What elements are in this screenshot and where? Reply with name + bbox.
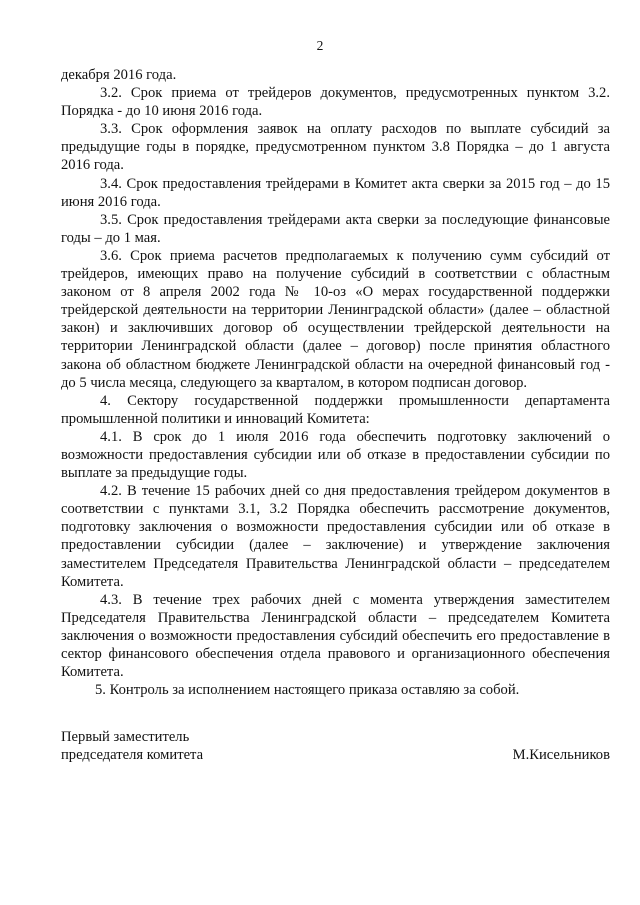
paragraph-5: 5. Контроль за исполнением настоящего приказа оставляю за собой. [95,682,520,699]
paragraph-4-1: 4.1. В срок до 1 июля 2016 года обеспечить подготовку заключений о возможности предоставления субсидии или об отказе в предоставлении субсидии по выплате за предыдущие годы. [61,428,610,482]
paragraph-3-4: 3.4. Срок предоставления трейдерами в Комитет акта сверки за 2015 год – до 15 июня 2016 года. [61,175,610,210]
paragraph-3-6: 3.6. Срок приема расчетов предполагаемых к получению сумм субсидий от трейдеров, имеющих право на получение субсидий в соответствии с областным законом от 8 апреля 2002 года № 10-оз «О мерах государственной поддержки трейдерской деятельности на территории Ленинградской области» (далее – областной закон) и заключивших договор об осуществлении трейдерской деятельности на территории Ленинградской области (далее – договор) после принятия областного закона об областном бюджете Ленинградской области на очередной финансовый год - до 5 числа месяца, следующего за кварталом, в котором подписан договор. [61,247,610,391]
paragraph-4-2: 4.2. В течение 15 рабочих дней со дня предоставления трейдером документов в соответствии с пунктами 3.1, 3.2 Порядка обеспечить рассмотрение документов, подготовку заключения о возможности предоставления субсидии или об отказе в предоставлении субсидии (далее – заключение) и утверждение заключения заместителем Председателя Правительства Ленинградской области – председателем Комитета. [61,483,610,590]
paragraph-3-5: 3.5. Срок предоставления трейдерами акта сверки за последующие финансовые годы – до 1 мая. [61,211,610,246]
signatory-name: М.Кисельников [512,747,610,764]
paragraph-3-3: 3.3. Срок оформления заявок на оплату расходов по выплате субсидий за предыдущие годы в порядке, предусмотренном пунктом 3.8 Порядка – до 1 августа 2016 года. [61,121,610,174]
paragraph-4: 4. Сектору государственной поддержки промышленности департамента промышленной политики и инноваций Комитета: [61,392,610,427]
paragraph-3-2: 3.2. Срок приема от трейдеров документов, предусмотренных пунктом 3.2. Порядка - до 10 июня 2016 года. [61,85,610,120]
paragraph-continuation: декабря 2016 года. [61,67,177,83]
signatory-position-line2: председателя комитета [61,747,204,764]
signatory-position-line1: Первый заместитель [61,729,190,745]
document-body [61,66,610,699]
signature-line [61,746,610,764]
signature-block [61,728,610,764]
paragraph-4-3: 4.3. В течение трех рабочих дней с момента утверждения заместителем Председателя Правительства Ленинградской области – председателем Комитета заключения о возможности предоставления субсидий обеспечить его предоставление в сектор финансового обеспечения отдела правового и организационного обеспечения Комитета. [61,591,610,681]
page-number: 2 [316,38,324,53]
